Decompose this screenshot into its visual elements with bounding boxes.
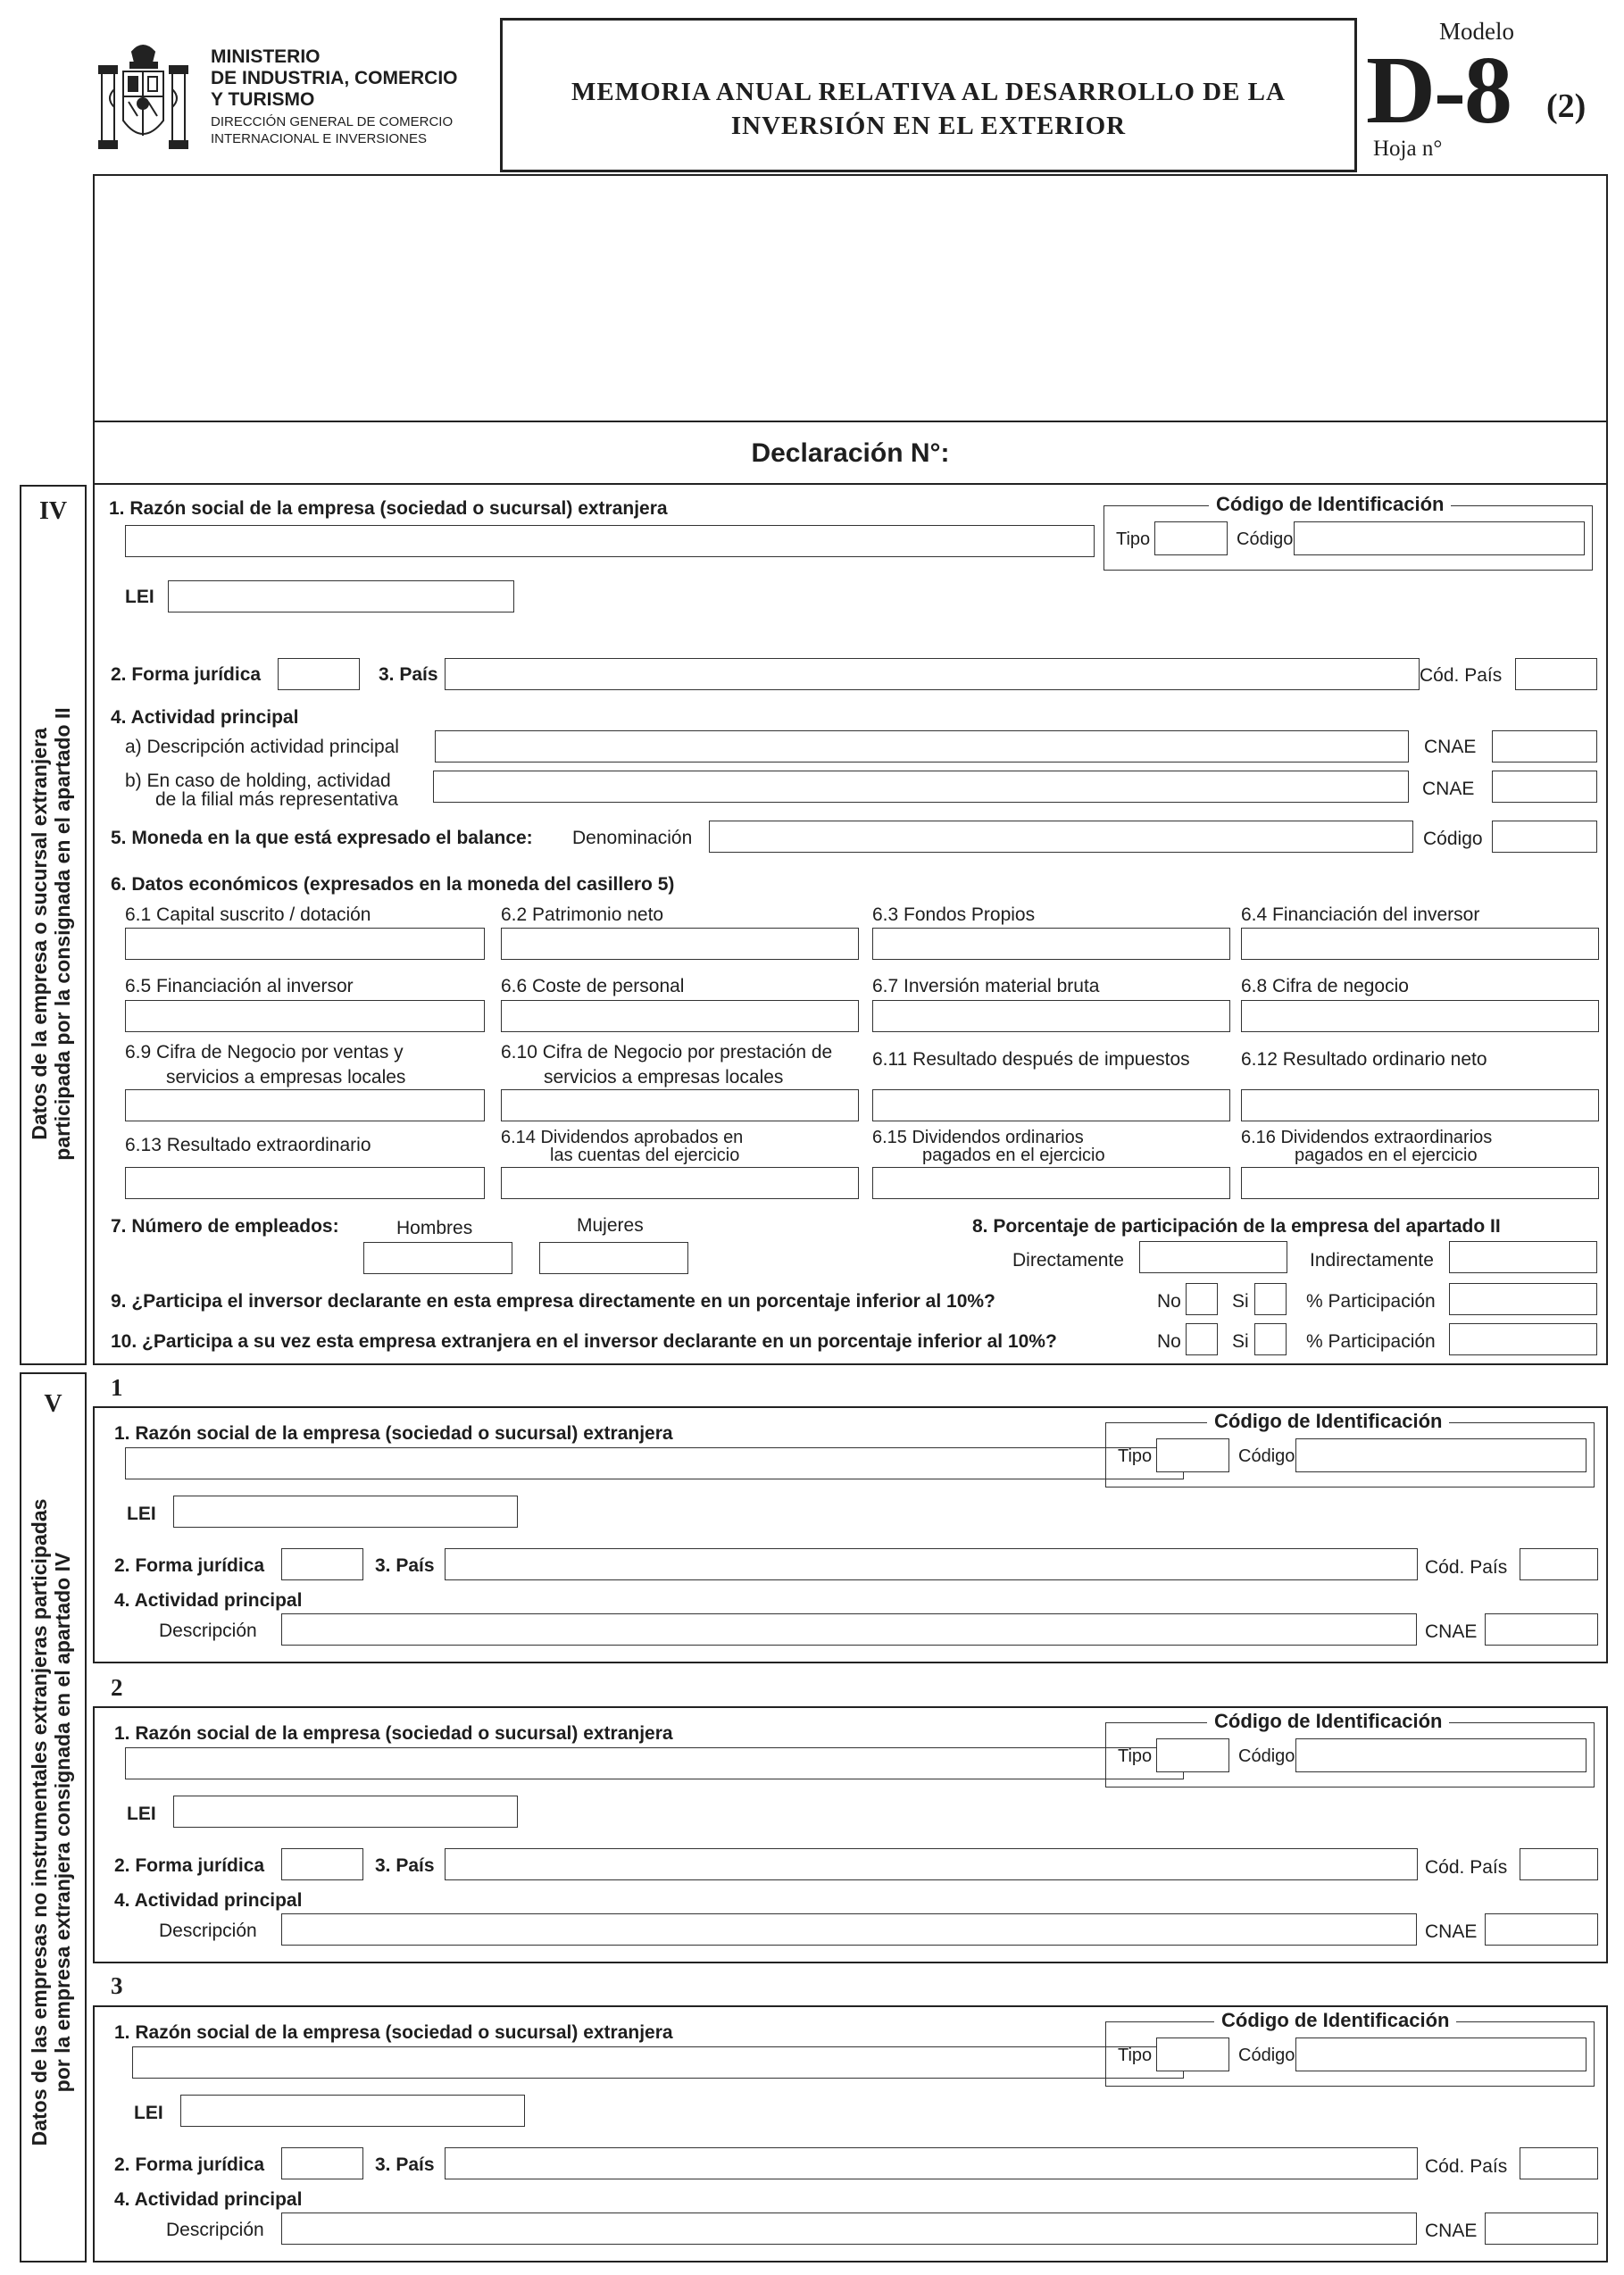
v2-company-name-input[interactable] [125,1747,1184,1779]
v3-country-input[interactable] [445,2147,1418,2179]
iv-codigo-label: Código [1237,529,1294,549]
section-v-side-label-line-2: por la empresa extranjera consignada en el apartado IV [51,1552,75,2093]
econ-label-6-14-line-2: las cuentas del ejercicio [550,1146,740,1165]
iv-q10-si-label: Si [1232,1331,1249,1352]
v2-main-activity-label: 4. Actividad principal [114,1890,303,1911]
v1-description-label: Descripción [159,1621,257,1641]
iv-main-activity-label: 4. Actividad principal [111,707,299,728]
applicant-data-area[interactable] [93,174,1608,422]
econ-input-6-5[interactable] [125,1000,485,1032]
econ-input-6-9[interactable] [125,1089,485,1121]
v3-legal-form-input[interactable] [281,2147,363,2179]
iv-q9-pct-label: % Participación [1306,1291,1436,1312]
iv-codigo-input[interactable] [1294,521,1585,555]
v3-cnae-label: CNAE [1425,2221,1478,2241]
econ-input-6-3[interactable] [872,928,1230,960]
form-code: D-8 [1366,38,1511,144]
v2-country-code-input[interactable] [1520,1848,1598,1880]
iv-cnae-b-label: CNAE [1422,779,1475,799]
iv-question-9-label: 9. ¿Participa el inversor declarante en esta empresa directamente en un porcentaje inferior al 10%? [111,1291,995,1312]
section-iv-side-label-line-1: Datos de la empresa o sucursal extranjera [28,728,51,1140]
iv-country-code-label: Cód. País [1420,665,1503,686]
v2-tipo-input[interactable] [1156,1738,1229,1772]
econ-input-6-14[interactable] [501,1167,859,1199]
iv-currency-label: 5. Moneda en la que está expresado el balance: [111,828,533,848]
econ-input-6-1[interactable] [125,928,485,960]
declaration-bar [93,421,1608,485]
iv-employees-women-label: Mujeres [577,1215,644,1236]
econ-input-6-7[interactable] [872,1000,1230,1032]
econ-label-6-8: 6.8 Cifra de negocio [1241,976,1409,996]
iv-employees-men-label: Hombres [396,1218,473,1238]
v1-tipo-label: Tipo [1118,1446,1153,1466]
iv-country-code-input[interactable] [1515,658,1597,690]
iv-q10-pct-label: % Participación [1306,1331,1436,1352]
iv-indirect-input[interactable] [1449,1241,1597,1273]
iv-currency-denomination-label: Denominación [572,828,693,848]
v2-legal-form-label: 2. Forma jurídica [114,1855,265,1876]
iv-legal-form-label: 2. Forma jurídica [111,664,262,685]
iv-legal-form-input[interactable] [278,658,360,690]
econ-input-6-16[interactable] [1241,1167,1599,1199]
v2-legal-form-input[interactable] [281,1848,363,1880]
econ-label-6-12: 6.12 Resultado ordinario neto [1241,1049,1487,1070]
econ-label-6-6: 6.6 Coste de personal [501,976,685,996]
v2-cnae-label: CNAE [1425,1921,1478,1942]
v3-country-label: 3. País [375,2154,435,2175]
form-title-line-1: MEMORIA ANUAL RELATIVA AL DESARROLLO DE LA [571,78,1286,106]
iv-employees-label: 7. Número de empleados: [111,1216,339,1237]
v1-id-code-legend: Código de Identificación [1207,1412,1449,1431]
iv-activity-description-input[interactable] [435,730,1409,762]
directorate-line-1: DIRECCIÓN GENERAL DE COMERCIO [211,114,454,129]
iv-holding-activity-label-2: de la filial más representativa [155,789,398,810]
v1-lei-label: LEI [127,1504,156,1524]
section-iv-side-label-line-2: participada por la consignada en el apartado II [51,707,75,1161]
iv-cnae-a-label: CNAE [1424,737,1477,757]
iv-tipo-input[interactable] [1154,521,1228,555]
v3-legal-form-label: 2. Forma jurídica [114,2154,265,2175]
v3-id-code-legend: Código de Identificación [1214,2011,1456,2030]
v3-company-name-input[interactable] [132,2046,1184,2079]
econ-label-6-15-line-2: pagados en el ejercicio [922,1146,1105,1165]
iv-employees-women-input[interactable] [539,1242,688,1274]
econ-label-6-10-line-1: 6.10 Cifra de Negocio por prestación de [501,1042,833,1062]
econ-label-6-9-line-1: 6.9 Cifra de Negocio por ventas y [125,1042,404,1062]
iv-currency-denomination-input[interactable] [709,821,1413,853]
v2-id-code-legend: Código de Identificación [1207,1712,1449,1731]
iv-cnae-b-input[interactable] [1492,771,1597,803]
v1-description-input[interactable] [281,1613,1417,1646]
iv-participation-pct-label: 8. Porcentaje de participación de la empresa del apartado II [972,1216,1501,1237]
section-iv-roman: IV [38,497,68,525]
ministry-name [211,46,458,147]
v1-codigo-label: Código [1238,1446,1295,1466]
section-v-side-label-line-1: Datos de las empresas no instrumentales extranjeras participadas [28,1498,51,2146]
v3-description-input[interactable] [281,2212,1417,2245]
v1-country-input[interactable] [445,1548,1418,1580]
v1-company-name-label: 1. Razón social de la empresa (sociedad o sucursal) extranjera [114,1423,673,1444]
v-block-3 [93,2005,1608,2262]
iv-holding-activity-input[interactable] [433,771,1409,803]
iv-lei-label: LEI [125,587,154,607]
form-title-box [500,18,1357,172]
v3-tipo-input[interactable] [1156,2038,1229,2071]
v3-cnae-input[interactable] [1485,2212,1598,2245]
iv-country-label: 3. País [379,664,438,685]
econ-label-6-2: 6.2 Patrimonio neto [501,904,664,925]
econ-input-6-8[interactable] [1241,1000,1599,1032]
hoja-number-label: Hoja n° [1373,137,1443,161]
iv-direct-label: Directamente [1012,1250,1124,1271]
econ-label-6-15-line-1: 6.15 Dividendos ordinarios [872,1128,1084,1147]
econ-input-6-12[interactable] [1241,1089,1599,1121]
iv-id-code-legend: Código de Identificación [1209,495,1451,514]
iv-currency-code-input[interactable] [1492,821,1597,853]
iv-q10-no-label: No [1157,1331,1181,1352]
iv-holding-activity-label-1: b) En caso de holding, actividad [125,771,391,791]
econ-input-6-2[interactable] [501,928,859,960]
v2-lei-label: LEI [127,1804,156,1824]
econ-label-6-10-line-2: servicios a empresas locales [544,1067,784,1088]
v2-cnae-input[interactable] [1485,1913,1598,1946]
v1-country-code-label: Cód. País [1425,1557,1508,1578]
section-iv-side-label [28,554,78,1313]
modelo-label: Modelo [1439,18,1514,45]
econ-label-6-7: 6.7 Inversión material bruta [872,976,1100,996]
v3-country-code-input[interactable] [1520,2147,1598,2179]
econ-label-6-13: 6.13 Resultado extraordinario [125,1135,371,1155]
v3-tipo-label: Tipo [1118,2046,1153,2065]
v1-company-name-input[interactable] [125,1447,1184,1479]
iv-cnae-a-input[interactable] [1492,730,1597,762]
v1-country-code-input[interactable] [1520,1548,1598,1580]
econ-label-6-16-line-2: pagados en el ejercicio [1295,1146,1478,1165]
v1-country-label: 3. País [375,1555,435,1576]
econ-input-6-15[interactable] [872,1167,1230,1199]
iv-direct-input[interactable] [1139,1241,1287,1273]
econ-label-6-9-line-2: servicios a empresas locales [166,1067,406,1088]
v1-legal-form-label: 2. Forma jurídica [114,1555,265,1576]
directorate-line-2: INTERNACIONAL E INVERSIONES [211,131,427,146]
section-v-side-label [28,1403,78,2242]
declaration-number-label: Declaración N°: [751,438,950,468]
v2-lei-input[interactable] [173,1796,518,1828]
iv-economic-data-label: 6. Datos económicos (expresados en la moneda del casillero 5) [111,874,675,895]
v3-codigo-input[interactable] [1295,2038,1587,2071]
v-block-2-number: 2 [111,1674,123,1701]
iv-q10-si-checkbox[interactable] [1254,1323,1287,1355]
v-block-1-number: 1 [111,1374,123,1401]
v1-legal-form-input[interactable] [281,1548,363,1580]
iv-company-name-label: 1. Razón social de la empresa (sociedad o sucursal) extranjera [109,498,668,519]
v1-tipo-input[interactable] [1156,1438,1229,1472]
v-block-3-number: 3 [111,1972,123,1999]
iv-question-10-label: 10. ¿Participa a su vez esta empresa extranjera en el inversor declarante en un porcentaje inferior al 10%? [111,1331,1057,1352]
form-title-line-2: INVERSIÓN EN EL EXTERIOR [730,112,1127,140]
v1-codigo-input[interactable] [1295,1438,1587,1472]
v1-cnae-input[interactable] [1485,1613,1598,1646]
v2-company-name-label: 1. Razón social de la empresa (sociedad o sucursal) extranjera [114,1723,673,1744]
section-v-roman: V [44,1390,62,1418]
econ-label-6-1: 6.1 Capital suscrito / dotación [125,904,371,925]
econ-label-6-14-line-1: 6.14 Dividendos aprobados en [501,1128,744,1147]
iv-lei-input[interactable] [168,580,514,612]
ministry-line-3: Y TURISMO [211,89,315,110]
v2-tipo-label: Tipo [1118,1746,1153,1766]
iv-activity-description-label: a) Descripción actividad principal [125,737,399,757]
coat-of-arms-logo [96,36,190,161]
v3-country-code-label: Cód. País [1425,2156,1508,2177]
v3-main-activity-label: 4. Actividad principal [114,2189,303,2210]
iv-q10-no-checkbox[interactable] [1186,1323,1218,1355]
v1-cnae-label: CNAE [1425,1621,1478,1642]
v3-company-name-label: 1. Razón social de la empresa (sociedad o sucursal) extranjera [114,2022,673,2043]
iv-indirect-label: Indirectamente [1310,1250,1434,1271]
iv-country-input[interactable] [445,658,1420,690]
econ-input-6-6[interactable] [501,1000,859,1032]
v3-lei-input[interactable] [180,2095,525,2127]
econ-label-6-5: 6.5 Financiación al inversor [125,976,354,996]
iv-q9-si-checkbox[interactable] [1254,1283,1287,1315]
econ-input-6-10[interactable] [501,1089,859,1121]
v1-lei-input[interactable] [173,1496,518,1528]
econ-label-6-3: 6.3 Fondos Propios [872,904,1036,925]
v2-country-label: 3. País [375,1855,435,1876]
iv-company-name-input[interactable] [125,525,1095,557]
ministry-line-1: MINISTERIO [211,46,321,67]
v-block-2 [93,1706,1608,1963]
iv-q9-si-label: Si [1232,1291,1249,1312]
iv-q9-no-label: No [1157,1291,1181,1312]
ministry-line-2: DE INDUSTRIA, COMERCIO [211,68,458,88]
iv-tipo-label: Tipo [1116,529,1151,549]
iv-employees-men-input[interactable] [363,1242,512,1274]
iv-q9-no-checkbox[interactable] [1186,1283,1218,1315]
iv-q9-pct-input[interactable] [1449,1283,1597,1315]
econ-label-6-11: 6.11 Resultado después de impuestos [872,1049,1190,1070]
v3-description-label: Descripción [166,2220,264,2240]
econ-input-6-13[interactable] [125,1167,485,1199]
v2-description-label: Descripción [159,1921,257,1941]
v2-description-input[interactable] [281,1913,1417,1946]
v1-main-activity-label: 4. Actividad principal [114,1590,303,1611]
econ-label-6-4: 6.4 Financiación del inversor [1241,904,1480,925]
v2-country-input[interactable] [445,1848,1418,1880]
form-variant: (2) [1546,88,1587,125]
v2-codigo-input[interactable] [1295,1738,1587,1772]
econ-label-6-16-line-1: 6.16 Dividendos extraordinarios [1241,1128,1493,1147]
v3-codigo-label: Código [1238,2046,1295,2065]
v3-lei-label: LEI [134,2103,163,2123]
econ-input-6-4[interactable] [1241,928,1599,960]
v-block-1 [93,1406,1608,1663]
iv-currency-code-label: Código [1423,829,1483,849]
iv-q10-pct-input[interactable] [1449,1323,1597,1355]
v2-country-code-label: Cód. País [1425,1857,1508,1878]
econ-input-6-11[interactable] [872,1089,1230,1121]
v2-codigo-label: Código [1238,1746,1295,1766]
